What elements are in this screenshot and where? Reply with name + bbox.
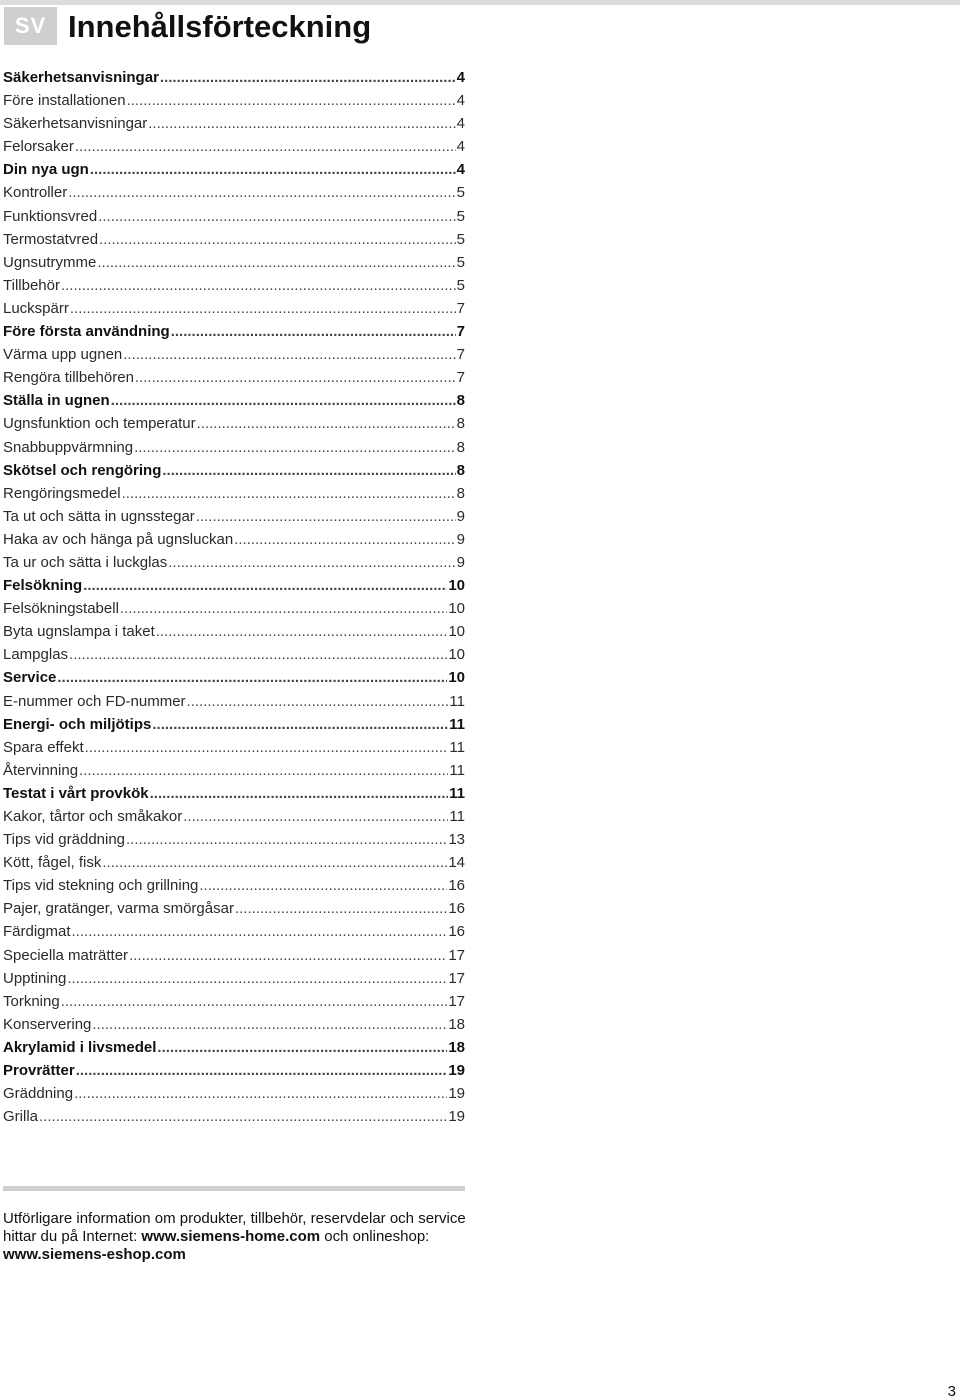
toc-entry-title: Säkerhetsanvisningar [3,115,148,133]
toc-leader-dots [183,805,448,828]
toc-entry-page: 5 [456,230,465,248]
toc-entry-page: 4 [456,161,465,179]
toc-section[interactable] [3,320,465,343]
toc-entry-page: 4 [456,92,465,110]
toc-leader-dots [57,666,447,689]
siemens-eshop-link[interactable]: www.siemens-eshop.com [3,1246,186,1263]
toc-entry-page: 4 [456,138,465,156]
toc-entry[interactable] [3,505,465,528]
toc-leader-dots [123,343,455,366]
toc-entry[interactable] [3,920,465,943]
toc-entry-page: 7 [456,369,465,387]
toc-entry-title: Akrylamid i livsmedel [3,1038,157,1056]
toc-entry-page: 19 [448,1062,465,1080]
footer-divider [3,1186,465,1191]
toc-leader-dots [67,967,447,990]
toc-leader-dots [97,251,455,274]
toc-entry-page: 11 [449,784,465,802]
page-title: Innehållsförteckning [68,9,372,44]
toc-entry-title: Upptining [3,969,67,987]
toc-entry-page: 8 [456,415,465,433]
toc-entry-page: 8 [456,438,465,456]
toc-leader-dots [135,366,456,389]
toc-entry-title: Färdigmat [3,923,71,941]
toc-section[interactable] [3,389,465,412]
toc-leader-dots [126,828,447,851]
toc-entry-page: 8 [456,461,465,479]
toc-section[interactable] [3,782,465,805]
toc-entry-page: 10 [448,646,465,664]
toc-leader-dots [76,1059,448,1082]
toc-leader-dots [199,874,447,897]
toc-entry-page: 9 [456,553,465,571]
toc-entry-page: 5 [456,253,465,271]
toc-entry-title: Konservering [3,1015,92,1033]
toc-entry[interactable] [3,112,465,135]
toc-entry-page: 19 [448,1085,465,1103]
toc-entry-title: Felsökningstabell [3,600,119,618]
toc-entry-title: Kontroller [3,184,68,202]
toc-leader-dots [129,944,447,967]
toc-entry-title: Före första användning [3,323,170,341]
toc-leader-dots [157,1036,447,1059]
toc-entry[interactable] [3,274,465,297]
toc-entry-title: Före installationen [3,92,126,110]
toc-entry-title: Skötsel och rengöring [3,461,162,479]
toc-entry-title: Återvinning [3,761,79,779]
language-badge: SV [4,7,57,45]
toc-entry-page: 10 [448,577,465,595]
toc-entry-title: Luckspärr [3,299,69,317]
toc-entry[interactable] [3,205,465,228]
toc-entry-page: 7 [456,299,465,317]
toc-entry-title: Felsökning [3,577,83,595]
toc-section[interactable] [3,158,465,181]
toc-entry-title: Snabbuppvärmning [3,438,134,456]
toc-entry-page: 8 [456,484,465,502]
toc-leader-dots [150,782,449,805]
toc-section[interactable] [3,666,465,689]
toc-entry[interactable] [3,620,465,643]
toc-entry-title: Pajer, gratänger, varma smörgåsar [3,900,234,918]
page-number: 3 [947,1383,956,1400]
toc-leader-dots [156,620,448,643]
toc-entry-title: Din nya ugn [3,161,89,179]
toc-leader-dots [134,436,456,459]
toc-entry-title: Termostatvred [3,230,99,248]
toc-entry-page: 17 [448,992,465,1010]
toc-leader-dots [83,574,447,597]
toc-section[interactable] [3,459,465,482]
toc-entry-title: Ställa in ugnen [3,392,110,410]
toc-entry-page: 4 [456,69,465,86]
toc-entry[interactable] [3,1105,465,1128]
toc-entry-title: Ta ur och sätta i luckglas [3,553,168,571]
toc-leader-dots [160,66,456,89]
toc-leader-dots [196,505,456,528]
toc-entry-page: 11 [449,715,465,733]
toc-entry-page: 16 [448,900,465,918]
toc-entry-page: 10 [448,669,465,687]
toc-entry-page: 10 [448,600,465,618]
toc-leader-dots [98,205,455,228]
toc-entry-page: 5 [456,207,465,225]
toc-entry[interactable] [3,990,465,1013]
toc-entry-title: Haka av och hänga på ugnsluckan [3,530,234,548]
toc-entry-page: 9 [456,530,465,548]
toc-entry-title: Byta ugnslampa i taket [3,623,155,641]
toc-entry[interactable] [3,482,465,505]
toc-entry-title: Tips vid stekning och grillning [3,877,199,895]
toc-leader-dots [61,274,456,297]
toc-leader-dots [72,920,448,943]
toc-leader-dots [162,459,455,482]
toc-entry-page: 18 [448,1015,465,1033]
toc-entry-page: 7 [456,323,465,341]
toc-entry-title: Rengöra tillbehören [3,369,134,387]
toc-entry-page: 18 [448,1038,465,1056]
toc-leader-dots [234,528,455,551]
toc-leader-dots [187,690,449,713]
toc-entry[interactable] [3,89,465,112]
toc-section[interactable] [3,1059,465,1082]
toc-section[interactable] [3,574,465,597]
toc-section[interactable] [3,713,465,736]
toc-entry[interactable] [3,967,465,990]
toc-entry[interactable] [3,436,465,459]
toc-leader-dots [39,1105,447,1128]
toc-entry[interactable] [3,551,465,574]
toc-leader-dots [74,1082,447,1105]
toc-entry-page: 9 [456,507,465,525]
toc-entry-title: E-nummer och FD-nummer [3,692,186,710]
toc-entry[interactable] [3,1082,465,1105]
toc-entry-page: 19 [448,1108,465,1126]
toc-entry-title: Energi- och miljötips [3,715,152,733]
toc-entry[interactable] [3,343,465,366]
toc-leader-dots [92,1013,447,1036]
toc-entry-title: Säkerhetsanvisningar [3,69,159,86]
toc-entry-title: Speciella maträtter [3,946,129,964]
footer-info [3,1210,473,1264]
toc-leader-dots [70,297,456,320]
toc-section[interactable] [3,66,465,89]
toc-leader-dots [148,112,455,135]
footer-text-2: och onlineshop: [320,1228,430,1245]
toc-entry-page: 8 [456,392,465,410]
toc-entry-title: Kakor, tårtor och småkakor [3,808,183,825]
toc-entry-page: 11 [449,692,465,710]
siemens-home-link[interactable]: www.siemens-home.com [141,1228,321,1245]
toc-entry-page: 4 [456,115,465,133]
toc-entry-title: Rengöringsmedel [3,484,121,502]
toc-leader-dots [235,897,447,920]
toc-leader-dots [120,597,447,620]
toc-entry-page: 11 [449,738,465,756]
toc-entry[interactable] [3,181,465,204]
toc-entry[interactable] [3,643,465,666]
toc-entry[interactable] [3,805,465,828]
toc-entry-title: Ugnsutrymme [3,253,97,271]
toc-entry-title: Tillbehör [3,276,60,294]
toc-entry-page: 11 [449,808,465,825]
toc-leader-dots [171,320,456,343]
toc-leader-dots [68,181,455,204]
toc-leader-dots [127,89,456,112]
top-rule [0,0,960,5]
toc-entry[interactable] [3,851,465,874]
toc-entry-page: 16 [448,877,465,895]
toc-entry-page: 5 [456,184,465,202]
toc-section[interactable] [3,1036,465,1059]
toc-entry-page: 11 [449,761,465,779]
toc-entry-title: Grilla [3,1108,39,1126]
toc-leader-dots [102,851,447,874]
toc-entry[interactable] [3,1013,465,1036]
toc-leader-dots [90,158,456,181]
toc-entry[interactable] [3,412,465,435]
toc-entry[interactable] [3,135,465,158]
footer-text-1: Utförligare information om produkter, tillbehör, reservdelar och service hittar du på Internet: [3,1210,466,1245]
toc-entry-title: Ta ut och sätta in ugnsstegar [3,507,195,525]
toc-entry-title: Spara effekt [3,738,84,756]
toc-entry-page: 13 [448,831,465,849]
toc-entry[interactable] [3,597,465,620]
toc-entry[interactable] [3,251,465,274]
toc-entry[interactable] [3,366,465,389]
toc-entry-title: Funktionsvred [3,207,98,225]
toc-entry-title: Felorsaker [3,138,74,156]
toc-entry-title: Tips vid gräddning [3,831,126,849]
toc-entry-page: 5 [456,276,465,294]
toc-entry-title: Kött, fågel, fisk [3,854,102,872]
toc-entry-page: 7 [456,346,465,364]
toc-leader-dots [122,482,456,505]
toc-entry[interactable] [3,690,465,713]
toc-entry[interactable] [3,874,465,897]
toc-entry-title: Service [3,669,57,687]
toc-entry-page: 17 [448,969,465,987]
toc-entry-title: Gräddning [3,1085,74,1103]
toc-entry[interactable] [3,228,465,251]
toc-entry[interactable] [3,736,465,759]
table-of-contents [3,66,465,1128]
toc-leader-dots [152,713,448,736]
toc-leader-dots [61,990,448,1013]
toc-entry[interactable] [3,528,465,551]
toc-leader-dots [69,643,447,666]
toc-entry[interactable] [3,897,465,920]
toc-entry-title: Lampglas [3,646,69,664]
toc-entry-page: 14 [448,854,465,872]
toc-entry-title: Ugnsfunktion och temperatur [3,415,196,433]
toc-leader-dots [75,135,456,158]
toc-entry-page: 10 [448,623,465,641]
toc-entry[interactable] [3,944,465,967]
toc-leader-dots [168,551,455,574]
toc-leader-dots [197,412,456,435]
toc-leader-dots [111,389,456,412]
toc-leader-dots [85,736,449,759]
toc-leader-dots [79,759,448,782]
toc-entry-title: Torkning [3,992,60,1010]
toc-entry[interactable] [3,297,465,320]
toc-entry[interactable] [3,759,465,782]
toc-entry-page: 16 [448,923,465,941]
toc-entry-title: Värma upp ugnen [3,346,123,364]
toc-entry-page: 17 [448,946,465,964]
toc-entry[interactable] [3,828,465,851]
toc-entry-title: Testat i vårt provkök [3,784,149,802]
toc-leader-dots [99,228,456,251]
toc-entry-title: Provrätter [3,1062,75,1080]
